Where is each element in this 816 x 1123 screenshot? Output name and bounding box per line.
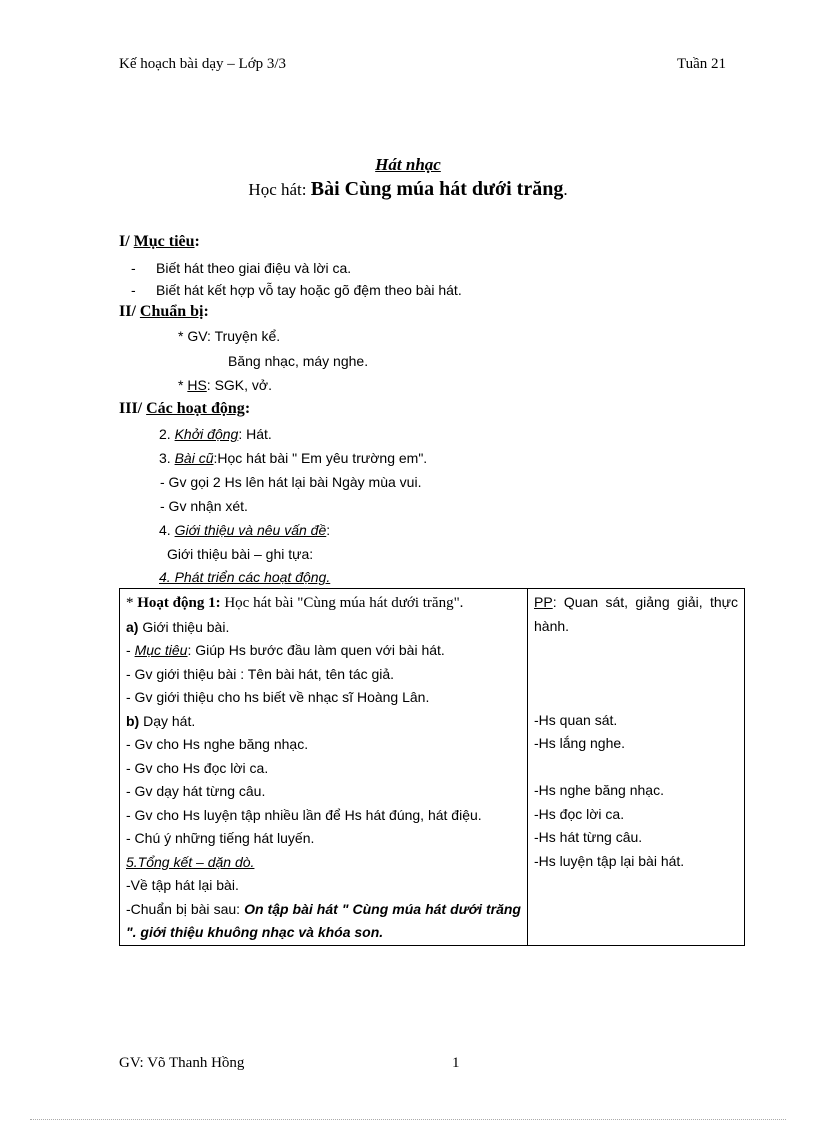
section-colon: :	[244, 400, 251, 417]
footer-teacher: GV: Võ Thanh Hồng	[119, 1055, 245, 1071]
activity-number: 2.	[159, 426, 175, 442]
student-item: -Hs đọc lời ca.	[534, 805, 625, 822]
table-row	[120, 589, 745, 946]
lesson-end: .	[563, 180, 568, 199]
method-line	[534, 591, 738, 638]
activity-1-star: *	[126, 595, 138, 611]
objective-item: Biết hát kết hợp vỗ tay hoặc gõ đệm theo bài hát.	[156, 282, 462, 298]
section-hoat-dong-heading	[119, 400, 250, 418]
student-item: -Hs quan sát.	[534, 711, 618, 728]
objective-label: Mục tiêu	[134, 642, 188, 658]
list-item: - Chú ý những tiếng hát luyến.	[126, 830, 315, 846]
activity-1-title: Hoạt động 1:	[137, 595, 221, 611]
activity-number: 4.	[159, 522, 175, 538]
objective-item: Biết hát theo giai điệu và lời ca.	[156, 260, 352, 276]
student-item: -Hs lắng nghe.	[534, 735, 626, 751]
activity-phat-trien: 4. Phát triển các hoạt động.	[159, 569, 331, 585]
student-activities-cell	[528, 589, 745, 946]
step-a-label: a)	[126, 618, 139, 635]
activity-label: Khởi động	[174, 426, 239, 442]
step-b-label: b)	[126, 712, 140, 729]
summary-heading: 5.Tổng kết – dặn dò.	[126, 853, 255, 870]
prep-hs-line	[178, 377, 272, 393]
list-item: - Gv giới thiệu cho hs biết về nhạc sĩ Hoàng Lân.	[126, 689, 430, 705]
header-right: Tuần 21	[677, 56, 727, 72]
teacher-activities-cell	[120, 589, 528, 946]
activity-1-heading	[126, 591, 521, 616]
list-item: - Gv cho Hs đọc lời ca.	[126, 759, 269, 776]
objective-bullet: -	[131, 260, 136, 276]
prep-hs-star: *	[178, 377, 188, 393]
activity-bai-cu-sub: - Gv gọi 2 Hs lên hát lại bài Ngày mùa vui.	[160, 474, 422, 490]
prep-hs-label: HS	[187, 377, 207, 393]
subject-title: Hát nhạc	[375, 155, 441, 174]
next-lesson-prefix: -Chuẩn bị bài sau:	[126, 900, 245, 917]
activity-khoi-dong	[159, 426, 272, 442]
objective-dash: -	[126, 642, 135, 658]
prep-gv-line-2: Băng nhạc, máy nghe.	[228, 353, 369, 369]
list-item: - Gv cho Hs luyện tập nhiều lần để Hs hát đúng, hát điệu.	[126, 806, 482, 823]
method-label: PP	[534, 594, 553, 610]
method-text: : Quan sát, giảng giải, thực hành.	[534, 594, 738, 634]
list-item: - Gv cho Hs nghe băng nhạc.	[126, 736, 309, 752]
list-item: -Về tập hát lại bài.	[126, 877, 239, 893]
prep-hs-rest: : SGK, vở.	[206, 377, 272, 393]
student-item: -Hs nghe băng nhạc.	[534, 782, 664, 798]
section-number: I/	[119, 233, 134, 250]
lesson-title	[0, 178, 816, 201]
section-colon: :	[203, 303, 209, 320]
section-label: Chuẩn bị	[139, 303, 204, 320]
section-number: III/	[119, 400, 147, 417]
step-b-text: Dạy hát.	[139, 712, 196, 729]
section-chuan-bi-heading	[119, 303, 209, 321]
list-item: - Gv dạy hát từng câu.	[126, 783, 266, 799]
section-label: Mục tiêu	[133, 233, 195, 250]
page-bottom-divider	[30, 1119, 786, 1120]
lesson-prefix: Học hát:	[248, 180, 311, 199]
activity-gioi-thieu-sub: Giới thiệu bài – ghi tựa:	[167, 546, 314, 562]
page-number: 1	[452, 1055, 460, 1071]
list-item: - Gv giới thiệu bài : Tên bài hát, tên tác giả.	[126, 665, 395, 682]
section-number: II/	[119, 303, 140, 320]
lesson-name: Bài Cùng múa hát dưới trăng	[310, 178, 564, 200]
step-a	[126, 616, 521, 640]
activity-1-rest: Học hát bài "Cùng múa hát dưới trăng".	[220, 595, 464, 611]
prep-gv-line: * GV: Truyện kể.	[178, 328, 281, 344]
activity-text: :Học hát bài " Em yêu trường em".	[213, 450, 428, 466]
step-a-text: Giới thiệu bài.	[138, 618, 230, 635]
activity-gioi-thieu	[159, 522, 330, 538]
activity-bai-cu	[159, 450, 427, 466]
activity-number: 3.	[159, 450, 175, 466]
activity-text: : Hát.	[238, 426, 272, 442]
objective-line	[126, 639, 521, 663]
next-lesson-title: On tập bài hát " Cùng múa hát dưới trăng ". giới thiệu khuông nhạc và khóa son.	[126, 900, 521, 940]
student-item: -Hs hát từng câu.	[534, 829, 643, 845]
objective-bullet: -	[131, 282, 136, 298]
student-item: -Hs luyện tập lại bài hát.	[534, 852, 685, 869]
activity-label: Giới thiệu và nêu vấn đề	[174, 522, 327, 538]
step-b	[126, 710, 521, 734]
objective-text: : Giúp Hs bước đầu làm quen với bài hát.	[187, 642, 445, 658]
lesson-plan-table	[119, 588, 745, 946]
section-muc-tieu-heading	[119, 233, 200, 251]
activity-label: Bài cũ	[174, 450, 214, 466]
activity-bai-cu-sub: - Gv nhận xét.	[160, 498, 248, 514]
header-left: Kế hoạch bài dạy – Lớp 3/3	[119, 56, 287, 72]
section-colon: :	[194, 233, 200, 250]
activity-colon: :	[326, 522, 331, 538]
section-label: Các hoạt động	[146, 400, 245, 417]
next-lesson-line	[126, 898, 521, 945]
